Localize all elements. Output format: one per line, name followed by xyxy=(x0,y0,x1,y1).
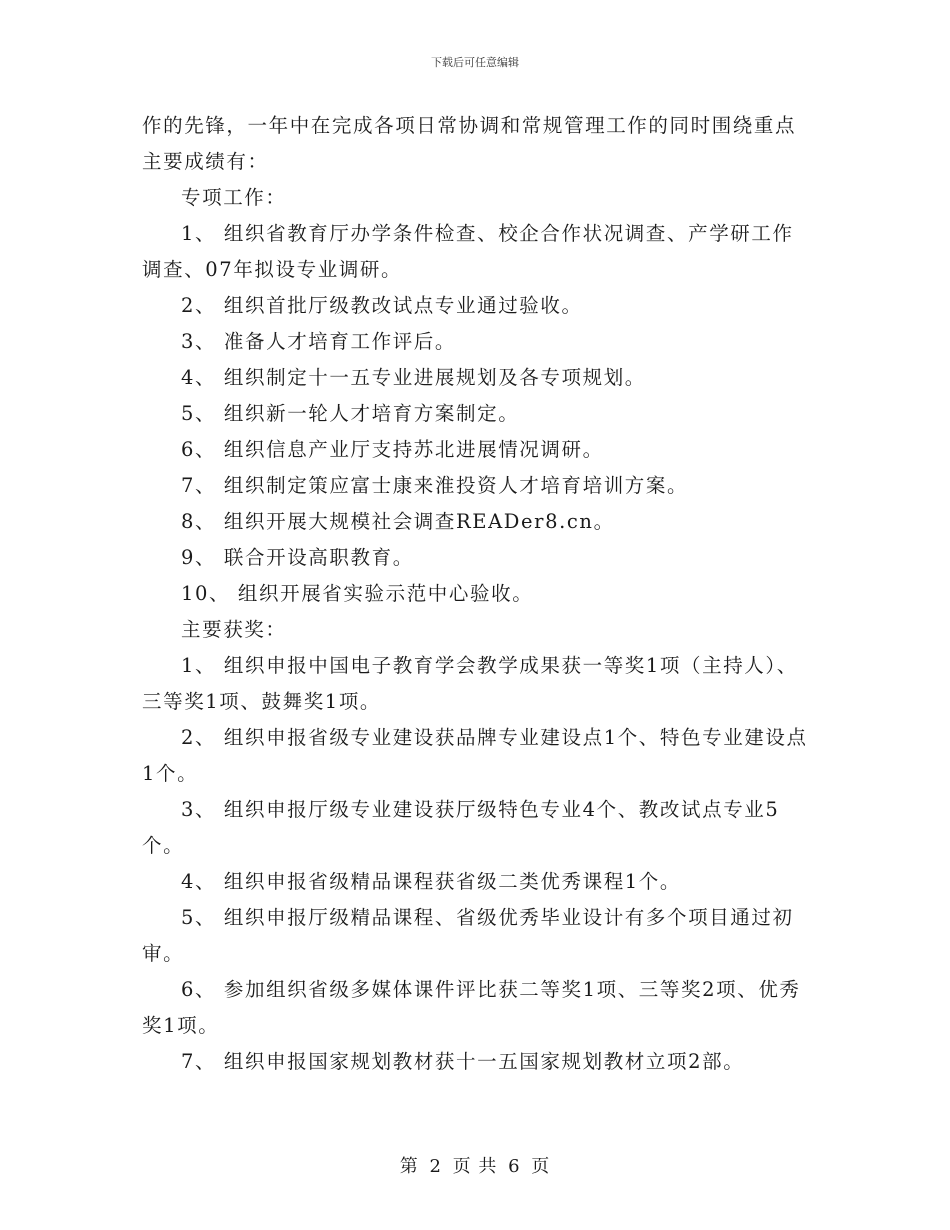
paragraph-continuation: 作的先锋，一年中在完成各项日常协调和常规管理工作的同时围绕重点主要成绩有： xyxy=(142,114,797,173)
list-item: 3、 组织申报厅级专业建设获厅级特色专业4个、教改试点专业5个。 xyxy=(142,798,780,857)
footer-prefix: 第 xyxy=(399,1156,419,1177)
list-item: 10、 组织开展省实验示范中心验收。 xyxy=(181,582,534,605)
footer-suffix: 页 xyxy=(531,1156,551,1177)
list-item: 5、 组织申报厅级精品课程、省级优秀毕业设计有多个项目通过初审。 xyxy=(142,906,794,965)
page-footer xyxy=(0,1152,950,1178)
list-item: 1、 组织申报中国电子教育学会教学成果获一等奖1项（主持人）、三等奖1项、鼓舞奖1项。 xyxy=(142,654,798,713)
list-item: 1、 组织省教育厅办学条件检查、校企合作状况调查、产学研工作调查、07年拟设专业调研。 xyxy=(142,222,794,281)
document-body xyxy=(142,108,810,1080)
list-item: 8、 组织开展大规模社会调查READer8.cn。 xyxy=(181,510,615,533)
total-page-count: 6 xyxy=(508,1156,521,1177)
list-item: 5、 组织新一轮人才培育方案制定。 xyxy=(181,402,520,425)
list-item: 2、 组织首批厅级教改试点专业通过验收。 xyxy=(181,294,583,317)
section-heading-special-work: 专项工作： xyxy=(181,186,287,209)
list-item: 9、 联合开设高职教育。 xyxy=(181,546,414,569)
list-item: 3、 准备人才培育工作评后。 xyxy=(181,330,457,353)
page-header: 下载后可任意编辑 xyxy=(431,56,519,69)
list-item: 6、 组织信息产业厅支持苏北进展情况调研。 xyxy=(181,438,604,461)
list-item: 7、 组织制定策应富士康来淮投资人才培育培训方案。 xyxy=(181,474,689,497)
section-heading-awards: 主要获奖： xyxy=(181,618,287,641)
list-item: 7、 组织申报国家规划教材获十一五国家规划教材立项2部。 xyxy=(181,1050,745,1073)
list-item: 6、 参加组织省级多媒体课件评比获二等奖1项、三等奖2项、优秀奖1项。 xyxy=(142,978,801,1037)
footer-middle: 页 共 xyxy=(452,1156,498,1177)
current-page-number: 2 xyxy=(429,1156,442,1177)
list-item: 2、 组织申报省级专业建设获品牌专业建设点1个、特色专业建设点1个。 xyxy=(142,726,808,785)
list-item: 4、 组织申报省级精品课程获省级二类优秀课程1个。 xyxy=(181,870,682,893)
list-item: 4、 组织制定十一五专业进展规划及各专项规划。 xyxy=(181,366,646,389)
